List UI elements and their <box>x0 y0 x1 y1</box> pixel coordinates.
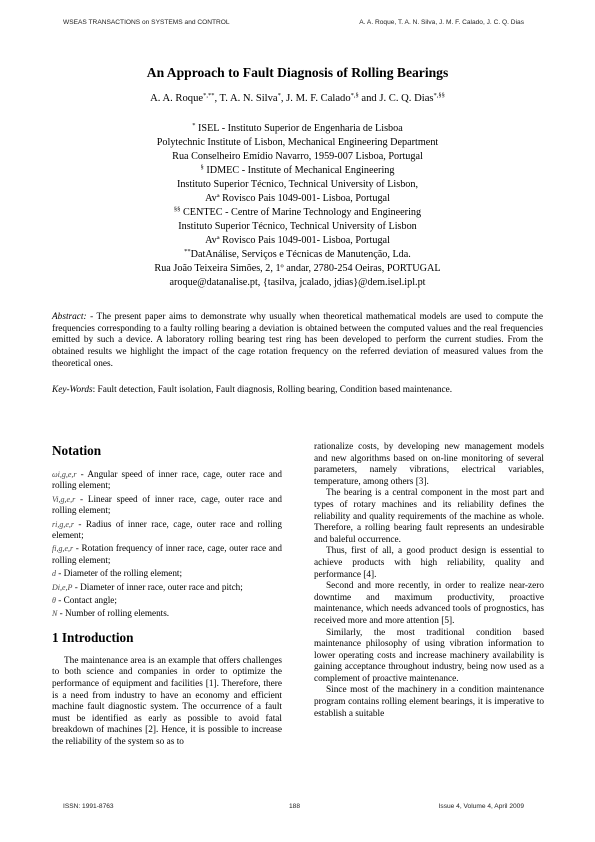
running-header-journal: WSEAS TRANSACTIONS on SYSTEMS and CONTROL <box>63 19 230 26</box>
notation-symbol: d <box>52 569 56 579</box>
notation-item <box>52 543 282 566</box>
body-paragraph: Second and more recently, in order to realize near-zero downtime and maximum productivity, proactive maintenance, which needs advanced tools of prognostics, has received more and more attention [5]. <box>314 581 544 626</box>
abstract-text: The present paper aims to demonstrate why usually when theoretical mathematical models are used to compute the frequencies corresponding to a faulty rolling bearing a deviation is obtained between the computed values and the real frequencies emitted by such a device. A laboratory rolling bearing test ring has been developed to perform the current studies. From the obtained results we highlight the impact of the cage rotation frequency on the referred deviation of measured values from the theoretical ones. <box>52 312 543 369</box>
affiliation-line <box>0 217 595 231</box>
abstract-label: Abstract: - <box>52 312 94 322</box>
affiliation-text: Avª Rovisco Pais 1049-001- Lisboa, Portugal <box>205 235 390 246</box>
affiliation-text: DatAnálise, Serviços e Técnicas de Manutenção, Lda. <box>190 249 411 260</box>
body-paragraph: Since most of the machinery in a condition maintenance program contains rolling element bearings, it is imperative to establish a suitable <box>314 685 544 719</box>
footer-page-number: 188 <box>289 803 301 810</box>
keywords-text: : Fault detection, Fault isolation, Fault diagnosis, Rolling bearing, Condition based maintenance. <box>92 385 453 395</box>
author-name: J. M. F. Calado <box>286 93 351 104</box>
affiliation-mark: § <box>200 164 204 171</box>
notation-text: - Diameter of inner race, outer race and pitch; <box>72 581 243 592</box>
footer-issn: ISSN: 1991-8763 <box>63 803 114 810</box>
affiliation-text: CENTEC - Centre of Marine Technology and Engineering <box>180 207 422 218</box>
affiliation-line <box>0 175 595 189</box>
notation-symbol: N <box>52 609 58 619</box>
affiliation-mark: §§ <box>173 206 181 213</box>
notation-text: - Diameter of the rolling element; <box>56 568 183 579</box>
affiliation-line <box>0 133 595 147</box>
author-list <box>0 92 595 104</box>
author-name: A. A. Roque <box>150 93 204 104</box>
notation-item <box>52 568 282 579</box>
notation-item <box>52 469 282 492</box>
affiliation-mark: ** <box>184 248 191 255</box>
affiliation-text: aroque@datanalise.pt, {tasilva, jcalado, jdias}@dem.isel.ipl.pt <box>169 277 426 288</box>
introduction-paragraph: The maintenance area is an example that offers challenges to both science and companies in order to optimize the performance of equipment and facilities [1]. Therefore, there is a need from industry to have an economy and efficient machine fault diagnostic system. The occurrence of a fault must be identified as early as possible to avoid fatal breakdown of machines [2]. Hence, it is possible to increase the reliability of the system so as to <box>52 655 282 748</box>
notation-item <box>52 608 282 619</box>
affiliation-line <box>0 259 595 273</box>
affiliation-mark: * <box>192 122 196 129</box>
affiliation-text: Avª Rovisco Pais 1049-001- Lisboa, Portugal <box>205 193 390 204</box>
author-mark: * <box>277 92 281 99</box>
notation-symbol: ri,g,e,r <box>52 519 74 529</box>
notation-text: - Contact angle; <box>55 595 117 606</box>
affiliation-text: Polytechnic Institute of Lisbon, Mechanical Engineering Department <box>156 137 439 148</box>
body-paragraph: Thus, first of all, a good product design is essential to achieve products with high reliability, quality and performance [4]. <box>314 546 544 580</box>
author-separator: , <box>280 93 287 104</box>
notation-text: - Rotation frequency of inner race, cage, outer race and rolling element; <box>52 543 282 565</box>
affiliation-text: Rua Conselheiro Emídio Navarro, 1959-007 Lisboa, Portugal <box>172 151 423 162</box>
affiliation-line <box>0 147 595 161</box>
footer-issue: Issue 4, Volume 4, April 2009 <box>438 803 524 810</box>
body-paragraph: Similarly, the most traditional condition based maintenance philosophy of using vibration information to lower operating costs and increase machinery availability is gaining acceptance throughout industry, being now used as a complement of proactive maintenance. <box>314 627 544 684</box>
notation-symbol: Di,e,P <box>52 582 73 592</box>
affiliation-text: ISEL - Instituto Superior de Engenharia de Lisboa <box>195 123 403 134</box>
notation-item <box>52 595 282 606</box>
right-column <box>314 442 544 720</box>
running-header-authors: A. A. Roque, T. A. N. Silva, J. M. F. Calado, J. C. Q. Dias <box>359 19 524 26</box>
notation-text: - Linear speed of inner race, cage, outer race and rolling element; <box>52 493 282 516</box>
author-mark: *,** <box>203 92 215 99</box>
introduction-heading: 1 Introduction <box>52 629 134 645</box>
notation-symbol: Vi,g,e,r <box>52 494 76 504</box>
left-column <box>52 443 282 749</box>
notation-item <box>52 582 282 593</box>
notation-text: - Angular speed of inner race, cage, outer race and rolling element; <box>52 469 282 491</box>
affiliation-text: Instituto Superior Técnico, Technical University of Lisbon <box>178 221 417 232</box>
affiliation-text: Instituto Superior Técnico, Technical University of Lisbon, <box>176 179 419 190</box>
paper-title: An Approach to Fault Diagnosis of Rolling Bearings <box>146 65 449 80</box>
keywords <box>52 385 543 395</box>
notation-symbol: fi,g,e,r <box>52 544 74 554</box>
notation-text: - Radius of inner race, cage, outer race and rolling element; <box>52 518 282 541</box>
affiliation-text: Rua João Teixeira Simões, 2, 1º andar, 2780-254 Oeiras, PORTUGAL <box>154 263 441 274</box>
notation-text: - Number of rolling elements. <box>57 608 170 619</box>
author-name: T. A. N. Silva <box>219 93 278 104</box>
notation-item <box>52 494 282 517</box>
affiliation-text: IDMEC - Institute of Mechanical Engineering <box>203 165 395 176</box>
affiliation-emails <box>0 273 595 287</box>
author-mark: *,§§ <box>433 92 445 99</box>
affiliation-line <box>0 119 595 133</box>
affiliation-line <box>0 189 595 203</box>
notation-symbol: ωi,g,e,r <box>52 470 77 479</box>
author-mark: *,§ <box>350 92 359 99</box>
author-separator: , <box>214 93 220 104</box>
body-paragraph: The bearing is a central component in the most part and types of rotary machines and its reliability defines the reliability and quality requirements of the machine as whole. Therefore, a rolling bearing fault represents an undesirable and baleful occurrence. <box>314 488 544 545</box>
affiliation-line <box>0 231 595 245</box>
notation-item <box>52 519 282 542</box>
affiliations-block <box>0 119 595 287</box>
keywords-label: Key-Words <box>52 385 93 395</box>
affiliation-line <box>0 203 595 217</box>
affiliation-line <box>0 161 595 175</box>
author-name: J. C. Q. Dias <box>379 93 434 104</box>
author-separator: and <box>358 93 380 104</box>
body-paragraph: rationalize costs, by developing new management models and new algorithms based on on-line monitoring of several parameters, namely vibrations, electrical variables, temperature, among others [3]. <box>314 442 544 487</box>
affiliation-line <box>0 245 595 259</box>
abstract <box>52 312 543 371</box>
notation-symbol: θ <box>52 596 56 606</box>
notation-heading: Notation <box>52 443 102 458</box>
